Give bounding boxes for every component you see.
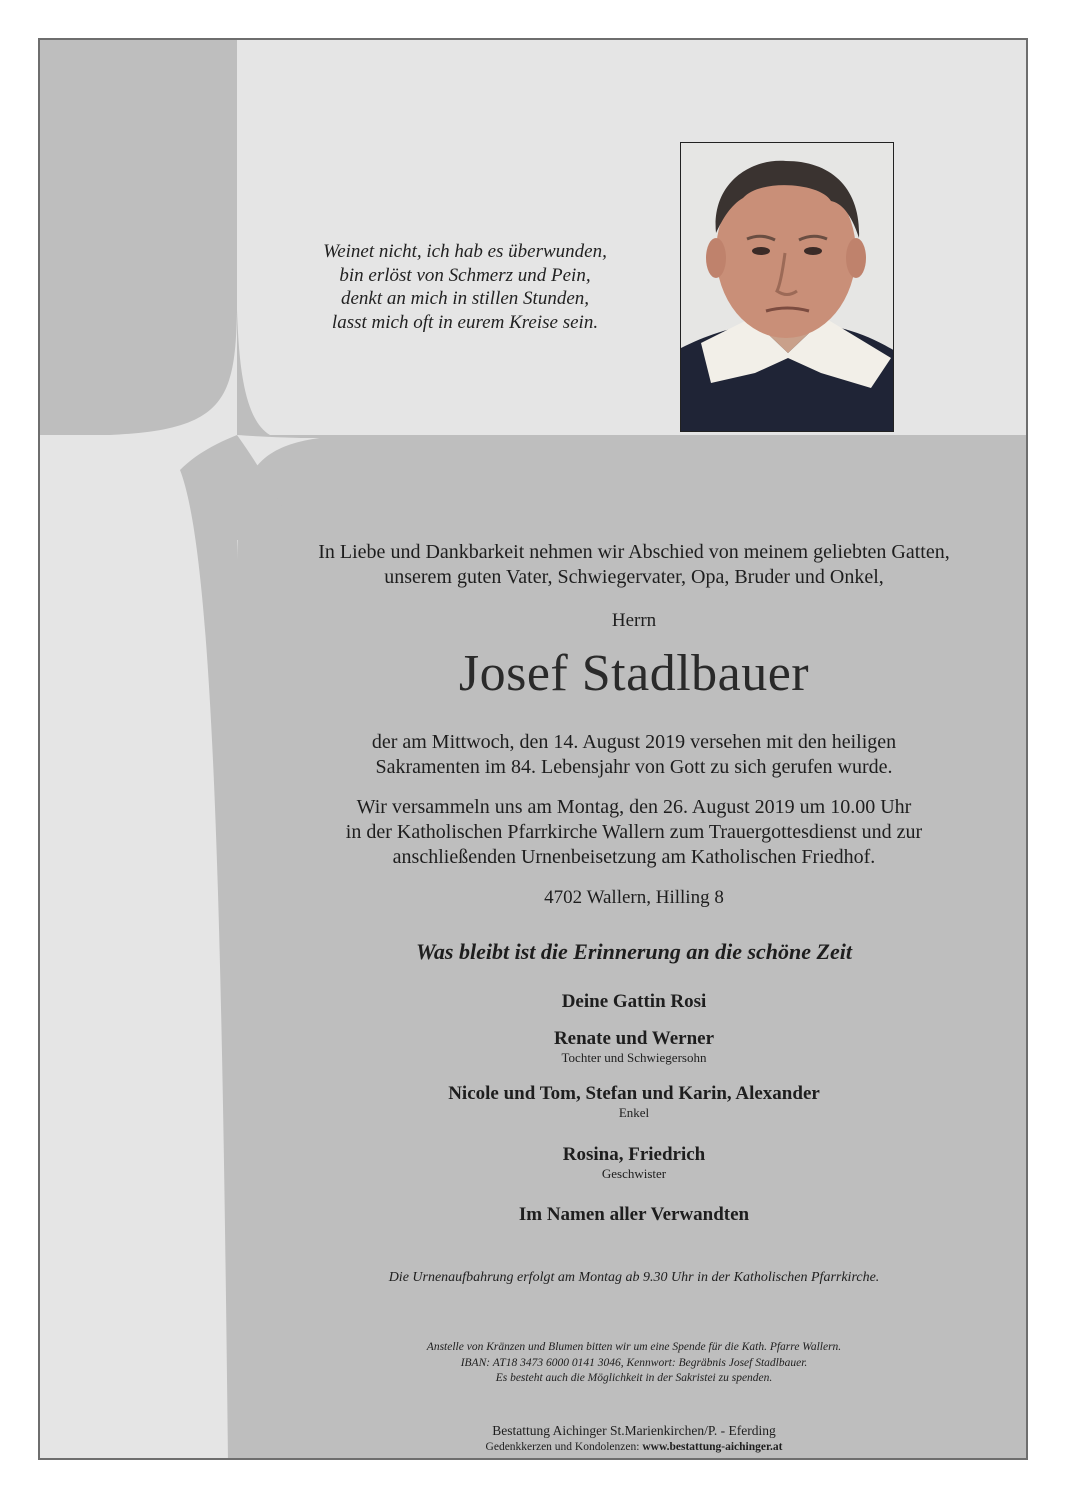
family-name: Nicole und Tom, Stefan und Karin, Alexander (448, 1083, 820, 1104)
deceased-name: Josef Stadlbauer (458, 645, 810, 702)
urn-note: Die Urnenaufbahrung erfolgt am Montag ab 9.30 Uhr in der Katholischen Pfarrkirche. (388, 1270, 880, 1285)
family-name: Im Namen aller Verwandten (518, 1204, 750, 1225)
family-relation: Tochter und Schwiegersohn (561, 1050, 707, 1065)
motto: Was bleibt ist die Erinnerung an die schöne Zeit (416, 939, 852, 964)
death-line: der am Mittwoch, den 14. August 2019 versehen mit den heiligen (371, 731, 897, 753)
address: 4702 Wallern, Hilling 8 (544, 887, 724, 908)
intro-line: unserem guten Vater, Schwiegervater, Opa, Bruder und Onkel, (384, 566, 884, 588)
condolence-label: Gedenkkerzen und Kondolenzen: (485, 1441, 640, 1453)
salutation: Herrn (611, 610, 657, 631)
poem-line: bin erlöst von Schmerz und Pein, (339, 264, 591, 286)
family-entry (238, 1144, 1028, 1182)
family-name: Deine Gattin Rosi (561, 991, 707, 1012)
family-entry (238, 991, 1028, 1013)
poem-line: Weinet nicht, ich hab es überwunden, (323, 241, 607, 262)
portrait-figure-icon (681, 143, 894, 432)
family-name: Rosina, Friedrich (562, 1144, 706, 1165)
donation-line: Anstelle von Kränzen und Blumen bitten wir um eine Spende für die Kath. Pfarre Wallern. (426, 1341, 842, 1353)
service-info (238, 795, 1028, 870)
website-link[interactable]: www.bestattung-aichinger.at (642, 1441, 783, 1453)
obituary-card (38, 38, 1028, 1460)
donation-line: IBAN: AT18 3473 6000 0141 3046, Kennwort: Begräbnis Josef Stadlbauer. (460, 1356, 808, 1369)
intro-text (238, 540, 1028, 590)
condolence-line (238, 1439, 1028, 1456)
footer (238, 1422, 1028, 1456)
service-line: Wir versammeln uns am Montag, den 26. August 2019 um 10.00 Uhr (356, 796, 912, 818)
funeral-company: Bestattung Aichinger St.Marienkirchen/P. - Eferding (492, 1423, 776, 1438)
family-entry (238, 1028, 1028, 1066)
family-relation: Enkel (618, 1105, 650, 1120)
family-relation: Geschwister (601, 1166, 667, 1181)
poem (260, 240, 670, 334)
donation-line: Es besteht auch die Möglichkeit in der Sakristei zu spenden. (495, 1372, 773, 1384)
portrait-photo (680, 142, 894, 432)
poem-line: lasst mich oft in eurem Kreise sein. (331, 311, 599, 333)
death-notice (238, 730, 1028, 780)
donation-info (238, 1340, 1028, 1387)
service-line: in der Katholischen Pfarrkirche Wallern zum Trauergottesdienst und zur (345, 821, 923, 843)
family-entry (238, 1204, 1028, 1226)
service-line: anschließenden Urnenbeisetzung am Katholischen Friedhof. (392, 846, 876, 868)
intro-line: In Liebe und Dankbarkeit nehmen wir Abschied von meinem geliebten Gatten, (318, 541, 950, 563)
family-name: Renate und Werner (553, 1028, 715, 1049)
death-line: Sakramenten im 84. Lebensjahr von Gott zu sich gerufen wurde. (375, 756, 893, 778)
family-entry (238, 1083, 1028, 1121)
poem-line: denkt an mich in stillen Stunden, (340, 288, 589, 309)
